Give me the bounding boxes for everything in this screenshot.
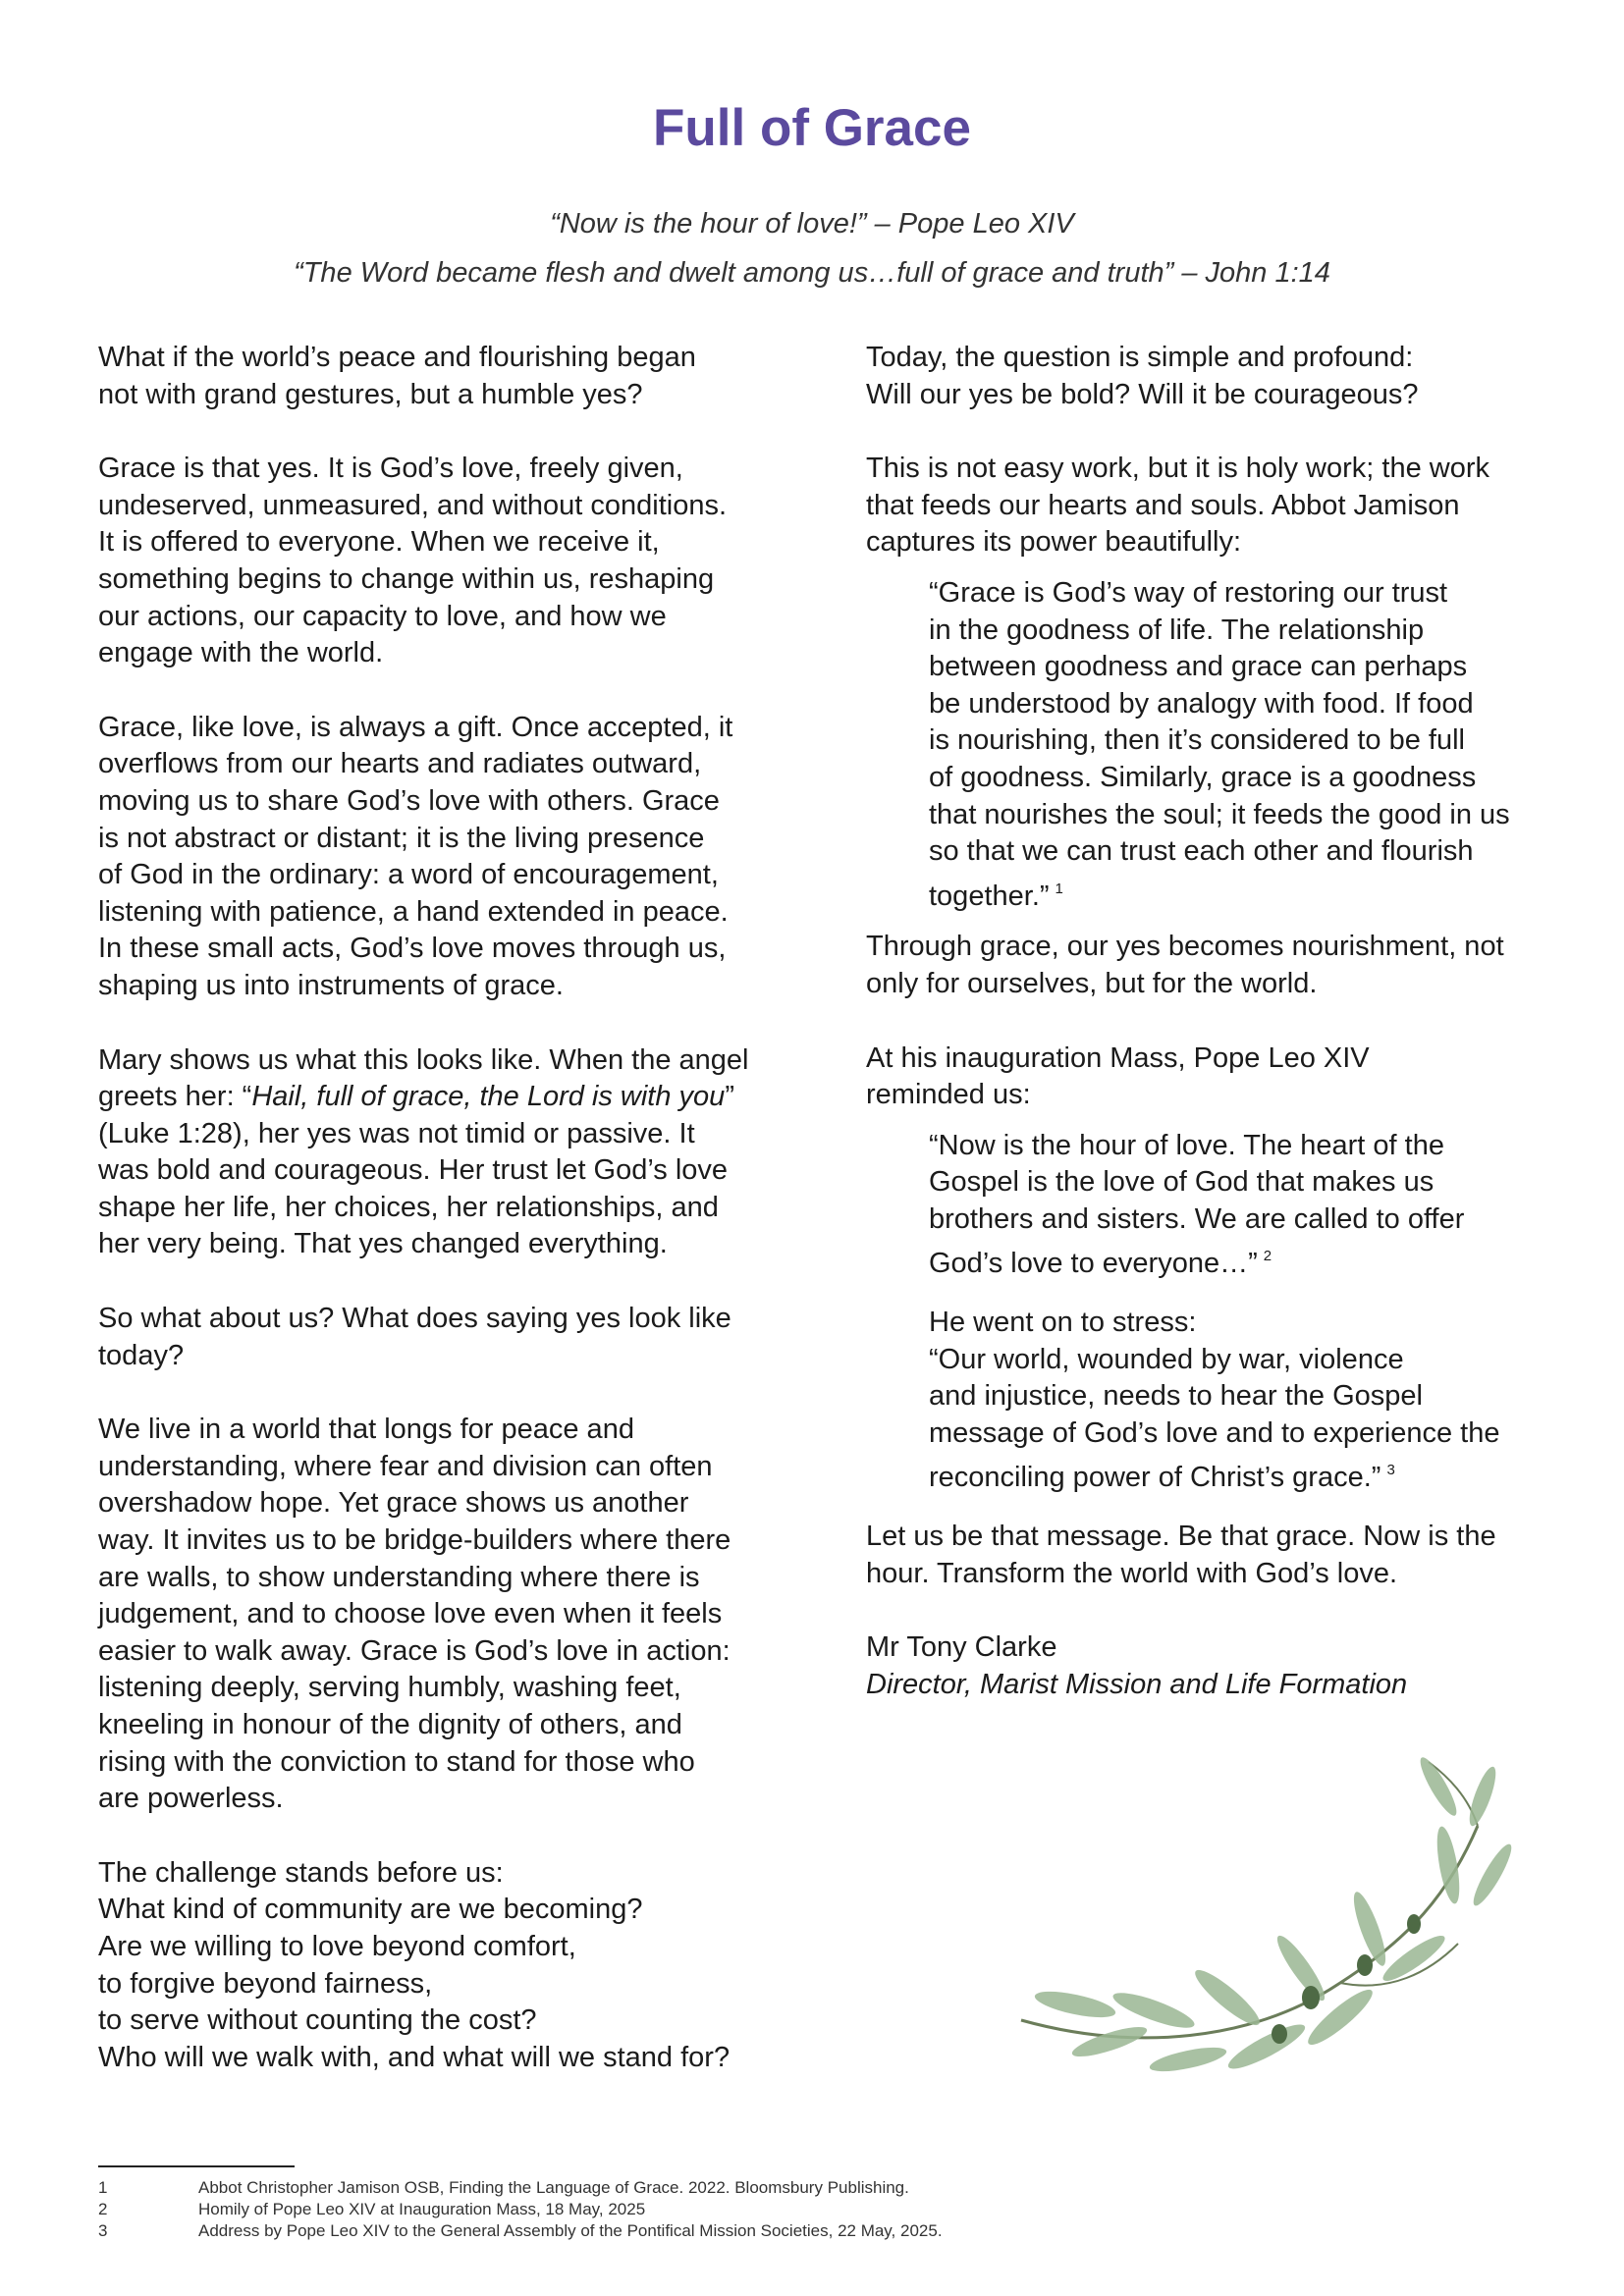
text-line: moving us to share God’s love with others. Grace xyxy=(98,784,720,817)
olive-branch-illustration xyxy=(1016,1747,1527,2120)
text-line: and injustice, needs to hear the Gospel xyxy=(929,1380,1423,1413)
text-line: is nourishing, then it’s considered to be full xyxy=(929,724,1465,757)
text-line: We live in a world that longs for peace and xyxy=(98,1414,634,1446)
text-line: Will our yes be bold? Will it be courageous? xyxy=(866,378,1419,410)
paragraph xyxy=(98,451,785,672)
text-line: Grace is that yes. It is God’s love, freely given, xyxy=(98,453,683,485)
footnote-ref: 1 xyxy=(1055,880,1063,897)
text-line: are walls, to show understanding where there is xyxy=(98,1561,700,1593)
footnote-text: Address by Pope Leo XIV to the General Assembly of the Pontifical Mission Societies, 22 May, 2025. xyxy=(198,2221,943,2240)
text-fragment: ” xyxy=(725,1081,734,1113)
block-quote-jamison xyxy=(929,575,1553,915)
epigraph-quote-1: “Now is the hour of love!” – Pope Leo XIV xyxy=(550,208,1074,240)
text-line: Mary shows us what this looks like. When the angel xyxy=(98,1043,749,1076)
text-line: Let us be that message. Be that grace. Now is the xyxy=(866,1521,1496,1553)
footnote-number: 2 xyxy=(98,2200,108,2218)
paragraph xyxy=(98,1855,785,2077)
text-line: (Luke 1:28), her yes was not timid or passive. It xyxy=(98,1117,695,1149)
text-line: are powerless. xyxy=(98,1783,284,1815)
signature xyxy=(866,1629,1553,1703)
text-line: rising with the conviction to stand for those who xyxy=(98,1745,695,1778)
paragraph xyxy=(866,929,1553,1002)
text-line: reminded us: xyxy=(866,1079,1031,1111)
text-line: of goodness. Similarly, grace is a goodness xyxy=(929,761,1477,793)
text-line: “Now is the hour of love. The heart of the xyxy=(929,1129,1444,1161)
paragraph xyxy=(98,340,785,413)
footnote-divider xyxy=(98,2165,295,2167)
paragraph xyxy=(866,1041,1553,1114)
text-line: to serve without counting the cost? xyxy=(98,2004,537,2037)
text-line: Who will we walk with, and what will we stand for? xyxy=(98,2041,731,2073)
text-line: “Grace is God’s way of restoring our trust xyxy=(929,576,1448,609)
text-line: Today, the question is simple and profound: xyxy=(866,342,1414,373)
footnote-number: 1 xyxy=(98,2178,108,2197)
signature-name: Mr Tony Clarke xyxy=(866,1631,1057,1664)
text-line: be understood by analogy with food. If food xyxy=(929,687,1474,720)
text-line: overflows from our hearts and radiates outward, xyxy=(98,748,702,780)
text-line: shaping us into instruments of grace. xyxy=(98,969,564,1001)
text-line xyxy=(929,1238,1553,1283)
text-line: listening with patience, a hand extended in peace. xyxy=(98,895,729,928)
scripture-quote: Hail, full of grace, the Lord is with you xyxy=(251,1081,726,1113)
signature-role: Director, Marist Mission and Life Formation xyxy=(866,1668,1408,1700)
text-line: her very being. That yes changed everything. xyxy=(98,1228,668,1260)
footnote xyxy=(98,2220,943,2242)
footnote-ref: 2 xyxy=(1263,1248,1272,1265)
text-line xyxy=(929,1452,1553,1497)
text-line: captures its power beautifully: xyxy=(866,526,1242,559)
text-line xyxy=(98,1079,785,1116)
text-line: Are we willing to love beyond comfort, xyxy=(98,1930,576,1962)
text-line: Gospel is the love of God that makes us xyxy=(929,1166,1435,1199)
text-line: overshadow hope. Yet grace shows us another xyxy=(98,1487,689,1520)
text-line: way. It invites us to be bridge-builders where there xyxy=(98,1524,731,1557)
text-line: kneeling in honour of the dignity of others, and xyxy=(98,1709,682,1740)
text-line: listening deeply, serving humbly, washing feet, xyxy=(98,1672,681,1704)
block-quote-pope-2 xyxy=(929,1305,1553,1497)
paragraph xyxy=(866,340,1553,413)
paragraph xyxy=(98,1412,785,1818)
paragraph xyxy=(866,451,1553,561)
paragraph xyxy=(98,1301,785,1374)
olive-branch-icon xyxy=(1021,1754,1517,2077)
text-line: today? xyxy=(98,1339,185,1371)
footnote xyxy=(98,2177,943,2199)
text-line: only for ourselves, but for the world. xyxy=(866,967,1318,999)
text-line: judgement, and to choose love even when it feels xyxy=(98,1598,723,1630)
text-line: to forgive beyond fairness, xyxy=(98,1967,433,2000)
text-line xyxy=(929,871,1553,916)
text-fragment: greets her: “ xyxy=(98,1081,252,1113)
text-line: easier to walk away. Grace is God’s love in action: xyxy=(98,1634,731,1667)
text-line: that nourishes the soul; it feeds the good in us xyxy=(929,798,1510,830)
text-line: hour. Transform the world with God’s love. xyxy=(866,1557,1398,1589)
text-line: message of God’s love and to experience the xyxy=(929,1416,1500,1449)
text-line: Through grace, our yes becomes nourishment, not xyxy=(866,931,1504,963)
text-line: This is not easy work, but it is holy work; the work xyxy=(866,453,1489,485)
text-line: It is offered to everyone. When we receive it, xyxy=(98,526,660,559)
text-line: At his inauguration Mass, Pope Leo XIV xyxy=(866,1041,1370,1074)
text-line: In these small acts, God’s love moves through us, xyxy=(98,933,727,965)
text-line: understanding, where fear and division can often xyxy=(98,1450,713,1482)
paragraph xyxy=(98,1042,785,1264)
text-line: was bold and courageous. Her trust let God’s love xyxy=(98,1154,729,1187)
text-line: What kind of community are we becoming? xyxy=(98,1894,643,1926)
text-line: brothers and sisters. We are called to offer xyxy=(929,1202,1465,1235)
text-line: our actions, our capacity to love, and how we xyxy=(98,600,667,632)
paragraph xyxy=(866,1519,1553,1592)
text-line: so that we can trust each other and flourish xyxy=(929,835,1474,868)
page-title: Full of Grace xyxy=(653,99,971,157)
footnotes xyxy=(98,2177,943,2242)
text-fragment: together.” xyxy=(929,880,1050,912)
epigraph-quote-2: “The Word became flesh and dwelt among us…full of grace and truth” – John 1:14 xyxy=(294,257,1330,289)
text-line: shape her life, her choices, her relationships, and xyxy=(98,1191,719,1223)
footnote-ref: 3 xyxy=(1386,1462,1395,1479)
text-line: that feeds our hearts and souls. Abbot Jamison xyxy=(866,489,1460,521)
text-line: The challenge stands before us: xyxy=(98,1856,504,1889)
text-line: Grace, like love, is always a gift. Once accepted, it xyxy=(98,711,733,743)
text-line: of God in the ordinary: a word of encouragement, xyxy=(98,859,719,891)
text-line: something begins to change within us, reshaping xyxy=(98,562,715,595)
text-fragment: God’s love to everyone…” xyxy=(929,1248,1258,1280)
text-line: undeserved, unmeasured, and without conditions. xyxy=(98,489,728,521)
left-column xyxy=(98,340,785,2113)
text-line: He went on to stress: xyxy=(929,1307,1197,1339)
footnote-text: Homily of Pope Leo XIV at Inauguration Mass, 18 May, 2025 xyxy=(198,2200,646,2218)
text-fragment: reconciling power of Christ’s grace.” xyxy=(929,1462,1381,1494)
footnote-text: Abbot Christopher Jamison OSB, Finding the Language of Grace. 2022. Bloomsbury Publishing. xyxy=(198,2178,909,2197)
text-line: in the goodness of life. The relationship xyxy=(929,614,1425,646)
footnote xyxy=(98,2199,943,2220)
block-quote-pope-1 xyxy=(929,1128,1553,1283)
text-line: between goodness and grace can perhaps xyxy=(929,651,1468,683)
text-line: So what about us? What does saying yes look like xyxy=(98,1303,731,1335)
right-column xyxy=(866,340,1553,1740)
paragraph xyxy=(98,710,785,1005)
text-line: What if the world’s peace and flourishing began xyxy=(98,342,696,373)
text-line: not with grand gestures, but a humble yes? xyxy=(98,378,643,410)
text-line: “Our world, wounded by war, violence xyxy=(929,1343,1404,1375)
text-line: is not abstract or distant; it is the living presence xyxy=(98,822,705,854)
text-line: engage with the world. xyxy=(98,637,384,669)
footnote-number: 3 xyxy=(98,2221,108,2240)
